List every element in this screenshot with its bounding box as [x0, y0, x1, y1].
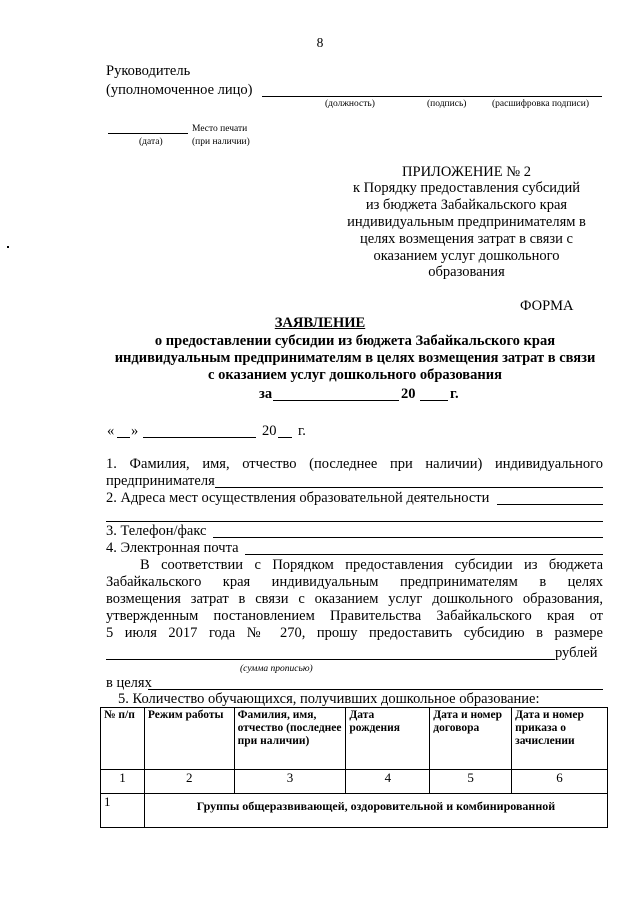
table-column-numbers-row: [101, 770, 608, 794]
field-address-label: 2. Адреса мест осуществления образовательной деятельности: [106, 490, 490, 506]
field-phone-label: 3. Телефон/факс: [106, 523, 207, 539]
head-label: Руководитель: [106, 63, 191, 79]
period-year: 20: [401, 386, 416, 402]
appendix-line: образования: [428, 264, 505, 280]
appendix-line: из бюджета Забайкальского края: [365, 197, 568, 213]
year-blank[interactable]: [278, 437, 292, 438]
group-row-label: Группы общеразвивающей, оздоровительной и комбинированной: [144, 794, 607, 828]
appendix-title: ПРИЛОЖЕНИЕ № 2: [402, 164, 531, 180]
column-number: 3: [234, 770, 346, 794]
fio-input-line[interactable]: [215, 487, 603, 488]
period-suffix: г.: [450, 386, 459, 402]
header-order: Дата и номер приказа о зачислении: [512, 708, 608, 770]
group-row-number: 1: [101, 794, 145, 828]
phone-input-line[interactable]: [213, 537, 603, 538]
column-number: 6: [512, 770, 608, 794]
purpose-label: в целях: [106, 675, 152, 691]
signature-line: [262, 96, 602, 97]
date-caption: (дата): [139, 137, 163, 147]
date-line: [108, 133, 188, 134]
scan-speck: [7, 246, 9, 248]
authorized-person-label: (уполномоченное лицо): [106, 82, 253, 98]
header-birth-date: Дата рождения: [346, 708, 430, 770]
year-suffix: г.: [298, 423, 306, 439]
statement-subtitle: о предоставлении субсидии из бюджета Забайкальского края: [154, 333, 556, 349]
column-number: 2: [144, 770, 234, 794]
header-contract: Дата и номер договора: [430, 708, 512, 770]
statement-subtitle: с оказанием услуг дошкольного образования: [208, 367, 502, 383]
stamp-optional-caption: (при наличии): [192, 137, 250, 147]
appendix-line: к Порядку предоставления субсидий: [353, 180, 580, 196]
table-header-row: [101, 708, 608, 770]
field-fio-label: 1. Фамилия, имя, отчество (последнее при наличии) индивидуального: [106, 456, 603, 472]
signature-caption: (подпись): [427, 99, 467, 109]
purpose-input-line[interactable]: [148, 689, 603, 690]
field-email-label: 4. Электронная почта: [106, 540, 239, 556]
period-year-blank[interactable]: [420, 400, 448, 401]
field-entrepreneur-label: предпринимателя: [106, 473, 215, 489]
statement-title: ЗАЯВЛЕНИЕ: [274, 315, 366, 331]
period-prefix: за: [259, 386, 273, 402]
address-input-line[interactable]: [497, 504, 603, 505]
table-intro: 5. Количество обучающихся, получивших дошкольное образование:: [118, 691, 540, 707]
position-caption: (должность): [325, 99, 375, 109]
students-table: [100, 707, 608, 828]
table-group-row: [101, 794, 608, 828]
date-open-quote: «: [107, 423, 115, 439]
paragraph-line: Забайкальского края индивидуальным предпринимателям в целях: [106, 574, 603, 590]
period-blank[interactable]: [273, 400, 399, 401]
header-fio: Фамилия, имя, отчество (последнее при наличии): [234, 708, 346, 770]
year-prefix: 20: [262, 423, 277, 439]
paragraph-line: утвержденным постановлением Правительства Забайкальского края от: [106, 608, 603, 624]
appendix-line: индивидуальным предпринимателям в: [347, 214, 586, 230]
decode-caption: (расшифровка подписи): [492, 99, 589, 109]
header-work-mode: Режим работы: [144, 708, 234, 770]
date-close-quote: »: [131, 423, 139, 439]
column-number: 5: [430, 770, 512, 794]
month-blank[interactable]: [143, 437, 256, 438]
appendix-line: оказанием услуг дошкольного: [373, 248, 560, 264]
page-number: 8: [316, 35, 324, 50]
column-number: 1: [101, 770, 145, 794]
column-number: 4: [346, 770, 430, 794]
email-input-line[interactable]: [245, 554, 603, 555]
currency-label: рублей: [555, 645, 598, 661]
appendix-line: целях возмещения затрат в связи с: [360, 231, 573, 247]
paragraph-line: возмещения затрат в связи с оказанием услуг дошкольного образования,: [106, 591, 603, 607]
header-number: № п/п: [101, 708, 145, 770]
amount-input-line[interactable]: [106, 659, 555, 660]
form-label: ФОРМА: [520, 298, 574, 314]
paragraph-line: В соответствии с Порядком предоставления субсидии из бюджета: [140, 557, 603, 573]
stamp-caption: Место печати: [192, 124, 248, 134]
address-input-line-2[interactable]: [106, 521, 603, 522]
paragraph-line: 5 июля 2017 года № 270, прошу предоставить субсидию в размере: [106, 625, 603, 641]
amount-caption: (сумма прописью): [240, 664, 313, 674]
statement-subtitle: индивидуальным предпринимателям в целях возмещения затрат в связи: [114, 350, 596, 366]
day-blank[interactable]: [117, 437, 130, 438]
